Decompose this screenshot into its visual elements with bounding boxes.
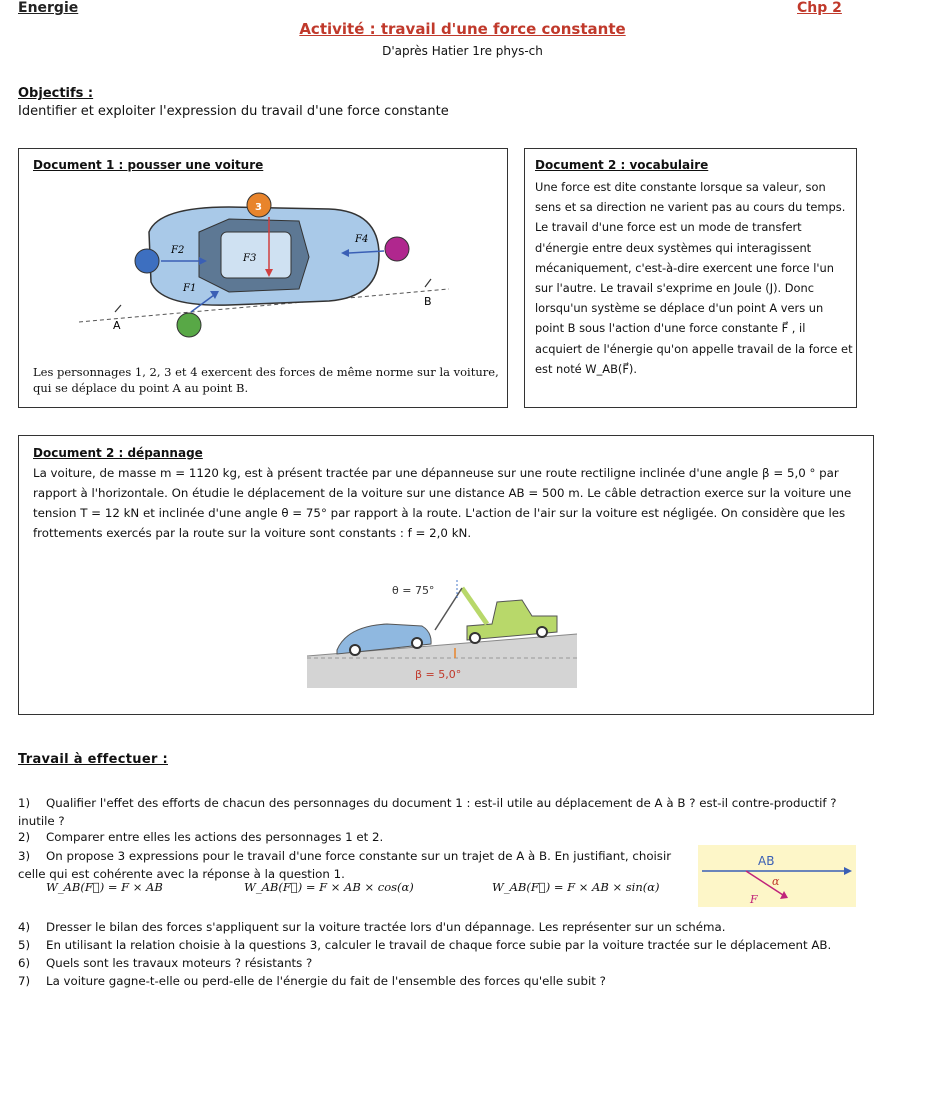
question-6-number: 6)	[18, 956, 31, 970]
person-1-label: 1	[174, 331, 181, 342]
question-2-text: Comparer entre elles les actions des personnages 1 et 2.	[46, 830, 384, 844]
car-front-wheel	[412, 638, 422, 648]
question-2-number: 2)	[18, 830, 31, 844]
theta-label: θ = 75°	[392, 584, 435, 597]
question-7	[18, 972, 606, 990]
question-3-number: 3)	[18, 849, 31, 863]
document-2-depannage	[18, 435, 874, 715]
page-subtitle: D'après Hatier 1re phys-ch	[382, 44, 543, 58]
question-6	[18, 954, 312, 972]
person-2-label: 2	[126, 258, 133, 269]
document-2-depannage-text: La voiture, de masse m = 1120 kg, est à présent tractée par une dépanneuse sur une route rectiligne inclinée d'une angle β = 5,0 ° par rapport à l'horizontale. On étudie le déplacement de la voiture sur une distance AB = 500 m. Le câble detraction exerce sur la voiture une tension T = 12 kN et inclinée d'une angle θ = 75° par rapport à la route. L'action de l'air sur la voiture est négligée. On considère que les frottements exercés par la route sur la voiture sont constants : f = 2,0 kN.	[33, 466, 852, 540]
document-2-vocabulaire-text: Une force est dite constante lorsque sa valeur, son sens et sa direction ne varient pas au cours du temps. Le travail d'une force est un mode de transfert d'énergie entre deux systèmes qui interagissent mécaniquement, c'est-à-dire exercent une force l'un sur l'autre. Le travail s'exprime en Joule (J). Donc lorsqu'un système se déplace d'un point A vers un point B sous l'action d'une force constante F⃗ , il acquiert de l'énergie qu'on appelle travail de la force et est noté W_AB(F⃗).	[535, 180, 853, 376]
formula-1: W_AB(F⃗) = F × AB	[46, 880, 163, 894]
f-label: F	[750, 893, 758, 906]
person-4	[385, 237, 409, 261]
tow-boom	[462, 588, 487, 624]
question-5-text: En utilisant la relation choisie à la questions 3, calculer le travail de chaque force subie par la voiture tractée sur le déplacement AB.	[46, 938, 832, 952]
ab-label: AB	[758, 854, 775, 868]
page-title: Activité : travail d'une force constante	[299, 20, 626, 38]
question-7-text: La voiture gagne-t-elle ou perd-elle de l'énergie du fait de l'ensemble des forces qu'elle subit ?	[46, 974, 606, 988]
question-1-number: 1)	[18, 796, 31, 810]
car-rear-wheel	[350, 645, 360, 655]
formula-2: W_AB(F⃗) = F × AB × cos(α)	[244, 880, 414, 894]
travail-title: Travail à effectuer :	[18, 752, 168, 767]
person-2	[135, 249, 159, 273]
tow-truck-illustration	[307, 578, 597, 698]
question-1	[18, 794, 873, 830]
f-vector-head	[780, 891, 788, 899]
document-2-vocabulaire	[524, 148, 857, 408]
question-3	[18, 847, 698, 883]
objectifs-title: Objectifs :	[18, 86, 94, 101]
objectifs-text: Identifier et exploiter l'expression du travail d'une force constante	[18, 104, 449, 119]
beta-label: β = 5,0°	[415, 668, 462, 681]
ab-vector-head	[844, 867, 852, 875]
point-b-label: B	[424, 295, 432, 308]
question-5-number: 5)	[18, 938, 31, 952]
question-4	[18, 918, 725, 936]
document-1	[18, 148, 508, 408]
question-7-number: 7)	[18, 974, 31, 988]
document-1-caption: Les personnages 1, 2, 3 et 4 exercent des forces de même norme sur la voiture, qui se déplace du point A au point B.	[33, 365, 499, 395]
truck-front-wheel	[537, 627, 547, 637]
formula-3: W_AB(F⃗) = F × AB × sin(α)	[492, 880, 660, 894]
question-2	[18, 828, 383, 846]
force-f4-label: F4	[355, 234, 369, 245]
question-6-text: Quels sont les travaux moteurs ? résistants ?	[46, 956, 313, 970]
alpha-label: α	[772, 875, 780, 888]
truck-rear-wheel	[470, 633, 480, 643]
force-f3-label: F3	[243, 253, 257, 264]
document-1-title: Document 1 : pousser une voiture	[33, 158, 264, 172]
question-4-text: Dresser le bilan des forces s'appliquent sur la voiture tractée lors d'un dépannage. Les représenter sur un schéma.	[46, 920, 726, 934]
vector-angle-svg	[698, 845, 856, 907]
document-2-vocabulaire-title: Document 2 : vocabulaire	[535, 158, 709, 172]
person-4-label: 4	[412, 243, 419, 254]
question-5	[18, 936, 831, 954]
point-b-mark	[425, 279, 431, 287]
point-a-mark	[115, 305, 121, 312]
vector-angle-figure	[698, 845, 856, 907]
car-push-illustration	[79, 177, 449, 367]
force-f1-label: F1	[183, 283, 197, 294]
question-3-text: On propose 3 expressions pour le travail d'une force constante sur un trajet de A à B. En justifiant, choisir celle qui est cohérente avec la réponse à la question 1.	[18, 849, 672, 881]
question-1-text: Qualifier l'effet des efforts de chacun des personnages du document 1 : est-il utile au déplacement de A à B ? est-il contre-productif ? inutile ?	[18, 796, 837, 828]
document-2-depannage-title: Document 2 : dépannage	[33, 446, 203, 460]
tow-cable	[435, 588, 462, 630]
header-left: Energie	[18, 0, 79, 16]
question-4-number: 4)	[18, 920, 31, 934]
force-f2-label: F2	[171, 245, 185, 256]
point-a-label: A	[113, 319, 121, 332]
header-right: Chp 2	[797, 0, 842, 16]
person-3-label: 3	[255, 202, 262, 213]
